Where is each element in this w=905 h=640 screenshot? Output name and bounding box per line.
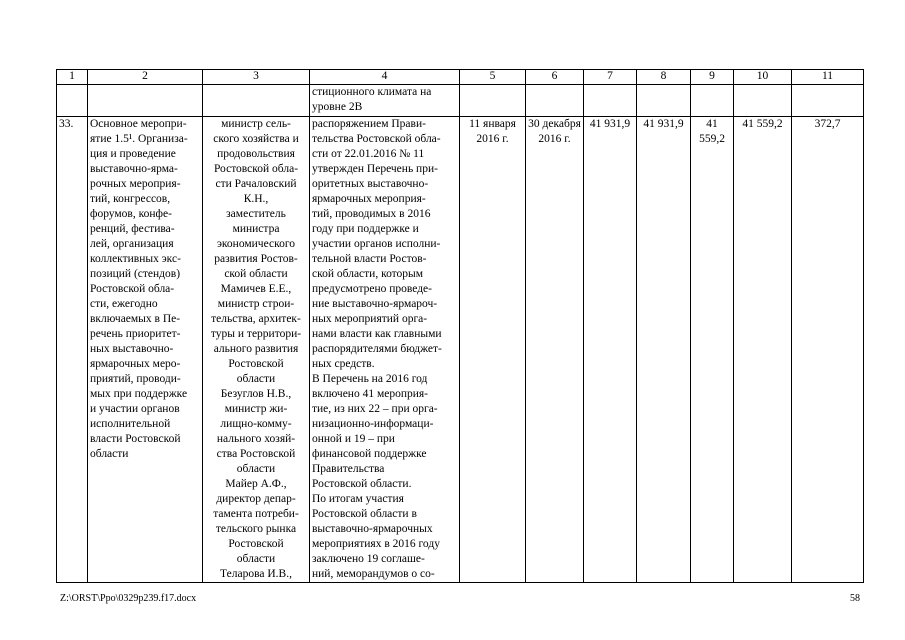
table-cell (584, 85, 637, 117)
text-line: включено 41 мероприя- (312, 388, 429, 400)
text-line: участии органов исполни- (312, 238, 441, 250)
text-line: области (236, 553, 276, 565)
text-line: Ростовской (228, 358, 284, 370)
text-line: власти Ростовской (90, 433, 181, 445)
table-row (57, 117, 864, 583)
report-table (56, 69, 864, 583)
responsible-executors (203, 117, 310, 583)
footer-file-path: Z:\ORST\Ppo\0329p239.f17.docx (60, 593, 197, 604)
header-cell: 1 (57, 70, 88, 85)
end-date (526, 117, 584, 583)
text-line: ных средств. (312, 358, 375, 370)
text-line: позиций (стендов) (90, 268, 181, 280)
text-line: ний, меморандумов о со- (312, 568, 435, 580)
text-line: году при поддержке и (312, 223, 419, 235)
header-cell: 11 (792, 70, 864, 85)
text-line: уровне 2В (312, 101, 363, 113)
text-line: Ростовской обла- (90, 283, 175, 295)
text-line: ства Ростовской (216, 448, 296, 460)
header-cell: 10 (734, 70, 792, 85)
start-date (460, 117, 526, 583)
table-cell (792, 85, 864, 117)
text-line: 11 января (469, 118, 516, 130)
text-line: туры и территори- (210, 328, 302, 340)
text-line: 2016 г. (538, 133, 571, 145)
text-line: и участии органов (90, 403, 180, 415)
text-line: распоряжением Прави- (312, 118, 426, 130)
table-cell (691, 85, 734, 117)
text-line: 30 декабря (528, 118, 581, 130)
text-line: ской области, которым (312, 268, 424, 280)
text-line: речень приоритет- (90, 328, 181, 340)
text-line: ция и проведение (90, 148, 176, 160)
table-cell (88, 85, 203, 117)
table-cell (460, 85, 526, 117)
text-line: сти от 22.01.2016 № 11 (312, 148, 425, 160)
text-line: развития Ростов- (214, 253, 298, 265)
text-line: тельной власти Ростов- (312, 253, 427, 265)
text-line: ных выставочно- (90, 343, 174, 355)
text-line: мероприятиях в 2016 году (312, 538, 440, 550)
text-line: Мамичев Е.Е., (220, 283, 292, 295)
row-number: 33. (57, 117, 88, 583)
text-line: утвержден Перечень при- (312, 163, 438, 175)
text-line: 2016 г. (476, 133, 509, 145)
text-line: оритетных выставочно- (312, 178, 429, 190)
text-line: тельства, архитек- (211, 313, 301, 325)
text-line: экономического (216, 238, 296, 250)
text-line: ального развития (213, 343, 299, 355)
text-line: ской области (224, 268, 288, 280)
amount-contracted: 41 559,2 (734, 117, 792, 583)
table-cell (203, 85, 310, 117)
result-text-continued (310, 85, 460, 117)
text-line: нального хозяй- (216, 433, 296, 445)
text-line: заместитель (226, 208, 286, 220)
text-line: Майер А.Ф., (225, 478, 287, 490)
text-line: тий, конгрессов, (90, 193, 171, 205)
text-line: По итогам участия (312, 493, 404, 505)
text-line: лей, организация (90, 238, 174, 250)
text-line: заключено 19 соглаше- (312, 553, 425, 565)
text-line: тельского рынка (215, 523, 297, 535)
text-line: приятий, проводи- (90, 373, 181, 385)
text-line: Ростовской обла- (213, 163, 299, 175)
text-line: распорядителями бюджет- (312, 343, 442, 355)
text-line: сти Рачаловский (215, 178, 297, 190)
activity-name (88, 117, 203, 583)
text-line: рочных мероприя- (90, 178, 181, 190)
text-line: министр жи- (224, 403, 288, 415)
header-cell: 4 (310, 70, 460, 85)
amount-planned: 41 931,9 (584, 117, 637, 583)
text-line: тельства Ростовской обла- (312, 133, 441, 145)
text-line: финансовой поддержке (312, 448, 427, 460)
text-line: низационно-информаци- (312, 418, 434, 430)
text-line: министр строи- (217, 298, 295, 310)
text-line: ского хозяйства и (213, 133, 299, 145)
text-line: Основное меропри- (90, 118, 187, 130)
text-line: стиционного климата на (312, 86, 432, 98)
text-line: исполнительной (90, 418, 171, 430)
text-line: тий, проводимых в 2016 (312, 208, 431, 220)
header-row (57, 70, 864, 85)
text-line: сти, ежегодно (90, 298, 158, 310)
table-cell (526, 85, 584, 117)
text-line: нами власти как главными (312, 328, 442, 340)
text-line: области (236, 463, 276, 475)
text-line: тие, из них 22 – при орга- (312, 403, 438, 415)
text-line: Безуглов Н.В., (220, 388, 292, 400)
text-line: Ростовской области. (312, 478, 412, 490)
header-cell: 9 (691, 70, 734, 85)
text-line: ятие 1.5¹. Организа- (90, 133, 188, 145)
text-line: ярмарочных мероприя- (312, 193, 426, 205)
text-line: тамента потреби- (213, 508, 299, 520)
text-line: Ростовской области в (312, 508, 417, 520)
text-line: области (236, 373, 276, 385)
text-line: ных мероприятий орга- (312, 313, 428, 325)
implementation-result (310, 117, 460, 583)
header-cell: 6 (526, 70, 584, 85)
table-cell (637, 85, 691, 117)
text-line: включаемых в Пе- (90, 313, 181, 325)
text-line: коллективных экс- (90, 253, 181, 265)
text-line: мых при поддержке (90, 388, 188, 400)
page-number: 58 (850, 593, 860, 604)
amount-remaining: 372,7 (792, 117, 864, 583)
amount-spent: 41 559,2 (691, 117, 734, 583)
text-line: лищно-комму- (220, 418, 292, 430)
continuation-row (57, 85, 864, 117)
header-cell: 7 (584, 70, 637, 85)
text-line: форумов, конфе- (90, 208, 172, 220)
text-line: онной и 19 – при (312, 433, 395, 445)
text-line: директор депар- (216, 493, 296, 505)
text-line: выставочно-ярмарочных (312, 523, 433, 535)
table-cell (734, 85, 792, 117)
text-line: министр сель- (221, 118, 291, 130)
text-line: предусмотрено проведе- (312, 283, 432, 295)
text-line: Ростовской (228, 538, 284, 550)
text-line: выставочно-ярма- (90, 163, 178, 175)
header-cell: 3 (203, 70, 310, 85)
text-line: ренций, фестива- (90, 223, 175, 235)
amount-allocated: 41 931,9 (637, 117, 691, 583)
text-line: министра (232, 223, 280, 235)
text-line: области (90, 448, 129, 460)
text-line: ние выставочно-ярмароч- (312, 298, 438, 310)
header-cell: 8 (637, 70, 691, 85)
text-line: ярмарочных меро- (90, 358, 181, 370)
text-line: К.Н., (243, 193, 269, 205)
text-line: Правительства (312, 463, 385, 475)
header-cell: 2 (88, 70, 203, 85)
table-cell (57, 85, 88, 117)
text-line: Теларова И.В., (220, 568, 292, 580)
text-line: В Перечень на 2016 год (312, 373, 428, 385)
text-line: продовольствия (217, 148, 295, 160)
header-cell: 5 (460, 70, 526, 85)
